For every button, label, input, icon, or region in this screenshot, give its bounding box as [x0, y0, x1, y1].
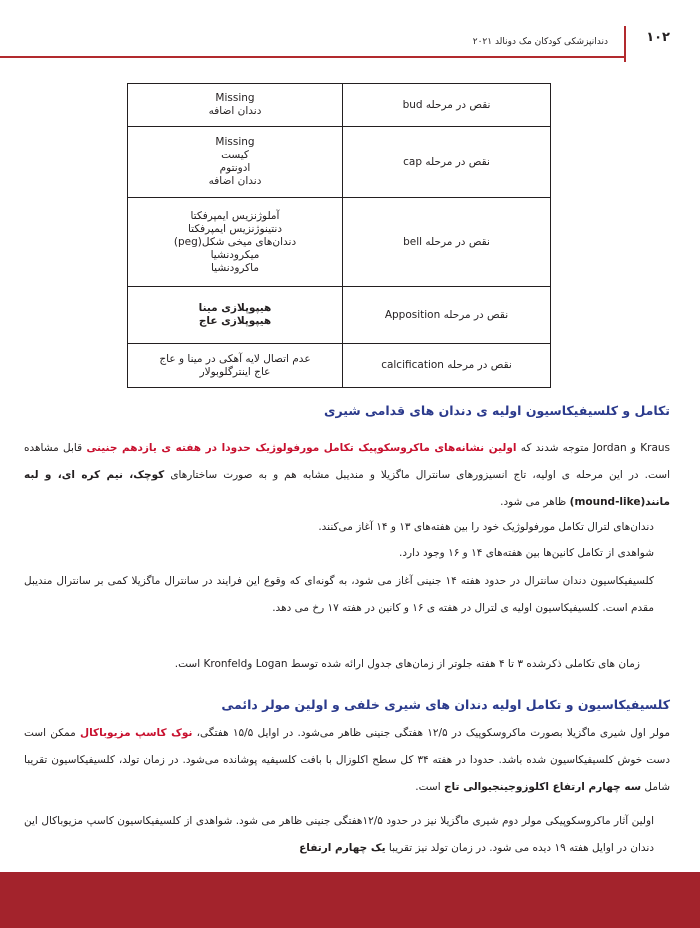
table-row — [128, 127, 551, 198]
section-heading-anterior: تکامل و کلسیفیکاسیون اولیه ی دندان های قدامی شیری — [324, 403, 670, 418]
defects-cell — [128, 84, 343, 127]
section-heading-posterior: کلسیفیکاسیون و تکامل اولیه دندان های شیری خلفی و اولین مولر دائمی — [221, 697, 670, 712]
p6-text-b: ممکن است دست خوش کلسیفیکاسیون شده باشد. حدودا در هفته ۳۴ کل سطح اکلوزال با بافت کلسیفیه پوشانده می‌شود. در زمان تولد، کلسیفیکاسیون تقریبا شامل — [24, 727, 670, 793]
defect-item: Missing — [215, 92, 255, 104]
footer-band — [0, 872, 700, 928]
p6-bold: سه چهارم ارتفاع اکلوزوجینجیوالی تاج — [443, 781, 642, 793]
p6-highlight: نوک کاسپ مزیوباکال — [79, 727, 193, 739]
defect-item: دنتینوژنزیس ایمپرفکتا — [187, 222, 283, 235]
defects-cell — [128, 127, 343, 198]
stage-cell: نقص در مرحله bell — [343, 198, 551, 287]
defect-item: هیپوپلازی مینا — [198, 302, 272, 314]
defect-item: دندان اضافه — [208, 175, 262, 187]
page-header — [0, 0, 700, 60]
defect-item: Missing — [215, 136, 255, 148]
paragraph-timing-note: زمان های تکاملی ذکرشده ۳ تا ۴ هفته جلوتر از زمان‌های جدول ارائه شده توسط Logan وKronfeld است. — [174, 658, 640, 670]
defects-cell — [128, 198, 343, 287]
paragraph-first-molar — [24, 720, 670, 801]
defect-item: ادونتوم — [219, 162, 251, 174]
paragraph-second-molar — [24, 808, 654, 862]
table-row — [128, 344, 551, 388]
defect-item: آملوژنزیس ایمپرفکتا — [190, 209, 280, 222]
defect-item: عاج اینترگلوبولار — [199, 365, 271, 378]
p1-text-b: قابل مشاهده است. در این مرحله ی اولیه، تاج انسیزورهای سانترال ماگزیلا و مندیبل مشابه هم و به صورت ساختارهای — [24, 442, 670, 481]
stage-cell: نقص در مرحله calcification — [343, 344, 551, 388]
paragraph-canine: شواهدی از تکامل کانین‌ها بین هفته‌های ۱۴ و ۱۶ وجود دارد. — [399, 547, 654, 559]
defect-item: دندان‌های میخی شکل(peg) — [173, 235, 297, 248]
defect-item: دندان اضافه — [208, 105, 262, 117]
table-row — [128, 198, 551, 287]
table-row — [128, 84, 551, 127]
defect-item: کیست — [221, 149, 249, 161]
header-rule — [0, 56, 626, 58]
p6-text-c: است. — [415, 781, 441, 793]
p1-highlight: اولین نشانه‌های ماکروسکوپیک تکامل مورفولوژیک حدودا در هفته ی یازدهم جنینی — [86, 442, 517, 454]
defect-item: میکرودنشیا — [210, 248, 260, 261]
paragraph-lateral: دندان‌های لترال تکامل مورفولوژیک خود را بین هفته‌های ۱۳ و ۱۴ آغاز می‌کنند. — [318, 521, 654, 533]
defect-item: هیپوپلازی عاج — [198, 315, 272, 327]
defects-cell — [128, 287, 343, 344]
defect-item: ماکرودنشیا — [210, 261, 260, 274]
paragraph-kraus-jordan — [24, 435, 670, 516]
paragraph-calcification: کلسیفیکاسیون دندان سانترال در حدود هفته ۱۴ جنینی آغاز می شود، به گونه‌ای که وقوع این فرایند در سانترال ماگزیلا کمی بر سانترال مندیبل مقدم است. کلسیفیکاسیون اولیه ی لترال در هفته ی ۱۶ و کانین در هفته ۱۷ رخ می دهد. — [24, 575, 654, 614]
p7-text-a: اولین آثار ماکروسکوپیکی مولر دوم شیری ماگزیلا نیز در حدود ۱۲/۵هفتگی جنینی ظاهر می شود. شواهدی از کلسیفیکاسیون کاسپ مزیوباکال این دندان در اوایل هفته ۱۹ دیده می شود. در زمان تولد نیز تقریبا — [24, 815, 654, 854]
page-number: ۱۰۲ — [646, 30, 670, 45]
defect-item: عدم اتصال لایه آهکی در مینا و عاج — [159, 352, 311, 365]
p1-text-c: ظاهر می شود. — [500, 496, 567, 508]
p1-bold: کوچک، نیم کره ای، و لبه مانند(mound-like) — [24, 469, 670, 508]
stage-cell: نقص در مرحله bud — [343, 84, 551, 127]
table-row — [128, 287, 551, 344]
defects-table — [127, 83, 551, 388]
p7-bold: یک چهارم ارتفاع — [299, 842, 386, 854]
p6-text-a: مولر اول شیری ماگزیلا بصورت ماکروسکوپیک در ۱۲/۵ هفتگی جنینی ظاهر می‌شود. در اوایل ۱۵/۵ هفتگی، — [196, 727, 671, 739]
p1-text-a: Kraus و Jordan متوجه شدند که — [520, 442, 671, 454]
defects-cell — [128, 344, 343, 388]
stage-cell: نقص در مرحله cap — [343, 127, 551, 198]
stage-cell: نقص در مرحله Apposition — [343, 287, 551, 344]
running-title: دندانپزشکی کودکان مک دونالد ۲۰۲۱ — [472, 37, 608, 47]
